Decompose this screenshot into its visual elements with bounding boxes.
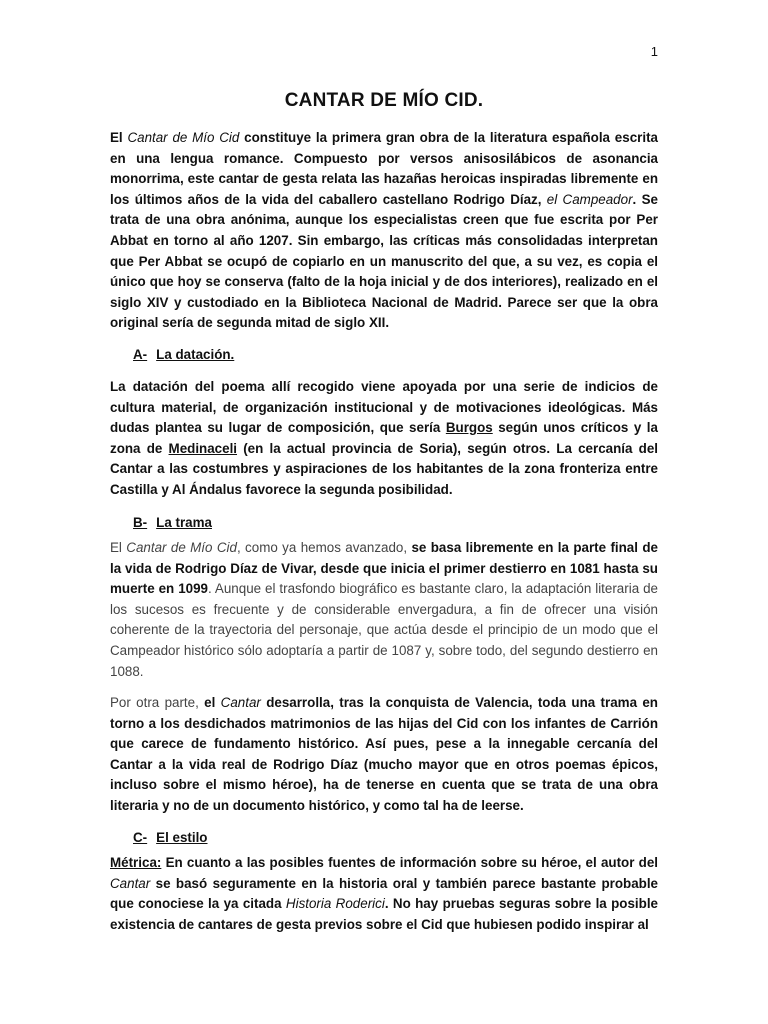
- section-label: La trama: [156, 515, 212, 530]
- section-c-text: se basó seguramente en la historia oral y también parece bastante probable que conociese la ya citada: [110, 875, 658, 912]
- section-b-text: . Aunque el trasfondo biográfico es bastante claro, la adaptación literaria de los sucesos es frecuente y de considerable envergadura, a fin de ofrecer una visión coherente de la trayectoria del personaje, que actúa desde el principio de un modo que el Campeador histórico sólo adoptaría a partir de 1087 y, sobre todo, del segundo destierro en 1088.: [110, 581, 658, 679]
- work-title: Cantar de Mío Cid: [127, 130, 240, 145]
- work-title: Cantar: [110, 875, 151, 891]
- section-c-heading: [133, 830, 208, 845]
- section-b-text: Por otra parte,: [110, 695, 205, 710]
- medinaceli-link[interactable]: Medinaceli: [168, 440, 238, 456]
- burgos-link[interactable]: Burgos: [445, 420, 493, 436]
- emphasis-term: asonancia monorrima: [110, 150, 658, 187]
- intro-text: . Se trata de una obra anónima, aunque los especialistas creen que fue escrita por Per Abbat en torno al año 1207. Sin embargo, las críticas más consolidadas interpretan que Per Abbat se ocupó de copiarlo en un manuscrito del que, a su vez, es copia el único que hoy se conserva (falto de la hoja inicial y de dos interiores), realizado en el siglo XIV y custodiado en la Biblioteca Nacional de Madrid. Parece ser que la obra original sería de segunda mitad de siglo XII.: [110, 191, 658, 331]
- intro-text: de: [555, 150, 593, 166]
- source-title: Historia Roderici: [285, 896, 385, 912]
- section-a-paragraph: [110, 377, 658, 501]
- section-b-paragraph-2: [110, 693, 658, 817]
- intro-paragraph: [110, 128, 658, 334]
- section-b-highlight: se basa libremente en la parte final de la vida de Rodrigo Díaz de Vivar, desde que inicia el primer destierro en 1081 hasta su muerte en 1099: [110, 540, 658, 597]
- document-title: CANTAR DE MÍO CID.: [284, 90, 484, 111]
- section-b-text: desarrolla, tras la conquista de Valencia, toda una trama en torno a los desdichados matrimonios de las hijas del Cid con los infantes de Carrión que carece de fundamento histórico. Así pues, pese a la innegable cercanía del Cantar a la vida real de Rodrigo Díaz (mucho mayor que en otros poemas épicos, incluso sobre el mismo héroe), ha de tenerse en cuenta que se trata de una obra literaria y no de un documento histórico, y como tal ha de leerse.: [110, 695, 658, 813]
- section-a-heading: [133, 347, 234, 362]
- section-letter: C-: [133, 830, 148, 845]
- section-label: La datación.: [156, 347, 235, 362]
- work-title: Cantar: [220, 695, 261, 710]
- work-title: Cantar de Mío Cid: [126, 540, 237, 555]
- section-a-text: La datación del poema allí recogido viene apoyada por una serie de indicios de cultura material, de organización institucional y de motivaciones ideológicas. Más dudas plantea su lugar de composición, que sería: [110, 379, 658, 436]
- section-a-text: (en la actual provincia de Soria), según otros. La cercanía del Cantar a las costumbres y aspiraciones de los habitantes de la zona fronteriza entre Castilla y Al Ándalus favorece la segunda posibilidad.: [110, 440, 658, 497]
- epithet: el Campeador: [546, 191, 633, 207]
- intro-text: , este cantar de gesta relata las hazañas heroicas inspiradas libremente en los últimos años de la vida del caballero castellano Rodrigo Díaz,: [110, 171, 658, 207]
- section-c-text: En cuanto a las posibles fuentes de información sobre su héroe, el autor del: [161, 855, 658, 870]
- section-label: El estilo: [156, 830, 208, 845]
- page-number: 1: [650, 44, 658, 59]
- section-a-text: según unos críticos y la zona de: [110, 420, 658, 456]
- intro-text: El: [110, 130, 128, 145]
- section-b-text: , como ya hemos avanzado,: [236, 540, 412, 555]
- section-b-paragraph-1: [110, 538, 658, 682]
- section-c-paragraph: [110, 853, 658, 935]
- metrica-label: Métrica:: [110, 855, 162, 870]
- intro-text: constituye la primera gran obra de la literatura española escrita en una lengua romance. Compuesto por versos: [110, 130, 658, 166]
- section-b-text: El: [110, 540, 127, 555]
- section-c-text: . No hay pruebas seguras sobre la posible existencia de cantares de gesta previos sobre el Cid que hubiesen podido inspirar al: [110, 896, 658, 932]
- section-b-text: el: [204, 695, 221, 710]
- emphasis-term: anisosilábicos: [463, 150, 556, 166]
- section-letter: B-: [133, 515, 148, 530]
- section-letter: A-: [133, 347, 148, 362]
- section-b-heading: [133, 515, 212, 530]
